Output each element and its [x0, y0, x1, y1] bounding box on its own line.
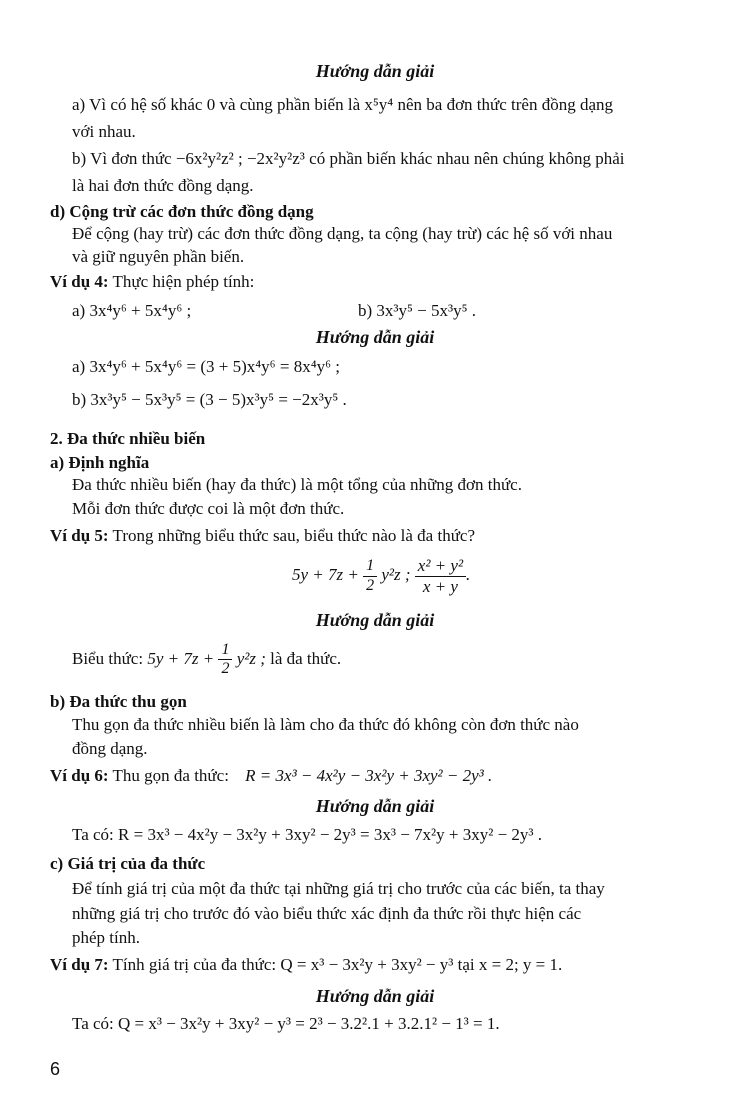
solution-heading: Hướng dẫn giải [315, 986, 435, 1006]
example-7-label: Ví dụ 7: [50, 955, 109, 974]
section-d-text-line2: và giữ nguyên phần biến. [72, 247, 245, 266]
ex3-solution-a-line1: a) Vì có hệ số khác 0 và cùng phần biến là x⁵y⁴ nên ba đơn thức trên đồng dạng [72, 95, 614, 114]
section-2-title: 2. Đa thức nhiều biến [50, 429, 206, 448]
ex3-solution-a-line2: với nhau. [72, 122, 136, 141]
example-4-prompt: Thực hiện phép tính: [112, 272, 255, 291]
example-4-solution-a: a) 3x⁴y⁶ + 5x⁴y⁶ = (3 + 5)x⁴y⁶ = 8x⁴y⁶ ; [72, 357, 341, 376]
fraction-one-half: $\frac{1}{2}$ [363, 557, 377, 595]
fraction-one-half: $\frac{1}{2}$ [218, 641, 232, 679]
solution-heading: Hướng dẫn giải [315, 327, 435, 347]
fraction-expression: $\frac{\text{x² + y²}}{x + y}$ [415, 556, 466, 596]
example-6-solution: Ta có: R = 3x³ − 4x²y − 3x²y + 3xy² − 2y³ = 3x³ − 7x²y + 3xy² − 2y³ . [72, 825, 543, 844]
ex3-solution-b-line2: là hai đơn thức đồng dạng. [72, 176, 254, 195]
definition-title: a) Định nghĩa [50, 453, 150, 472]
example-5 [50, 527, 475, 544]
ex3-solution-b-line1: b) Vì đơn thức −6x²y²z² ; −2x²y²z³ có phần biến khác nhau nên chúng không phải [72, 149, 625, 168]
example-4-solution-b: b) 3x³y⁵ − 5x³y⁵ = (3 − 5)x³y⁵ = −2x³y⁵ . [72, 390, 347, 409]
page-number: 6 [50, 1059, 61, 1079]
solution-heading: Hướng dẫn giải [315, 796, 435, 816]
section-d-title: d) Cộng trừ các đơn thức đồng dạng [50, 202, 314, 221]
example-4-part-a: a) 3x⁴y⁶ + 5x⁴y⁶ ; [72, 301, 192, 320]
example-6-expression: R = 3x³ − 4x²y − 3x²y + 3xy² − 2y³ . [245, 766, 493, 785]
section-d-text-line1: Để cộng (hay trừ) các đơn thức đồng dạng, ta cộng (hay trừ) các hệ số với nhau [72, 224, 613, 243]
definition-text-line1: Đa thức nhiều biến (hay đa thức) là một tổng của những đơn thức. [72, 475, 522, 494]
example-5-prompt: Trong những biểu thức sau, biểu thức nào là đa thức? [112, 526, 475, 545]
definition-text-line2: Mỗi đơn thức được coi là một đơn thức. [72, 499, 345, 518]
example-4 [50, 273, 254, 290]
section-c-text-line1: Để tính giá trị của một đa thức tại những giá trị cho trước của các biến, ta thay [72, 879, 605, 898]
section-c-text-line3: phép tính. [72, 928, 140, 947]
example-5-expressions: 5y + 7z + $\frac{1}{2}$ y²z ; $\frac{\text{x² + y²}}{x + y}$ . [292, 556, 471, 596]
section-b-title: b) Đa thức thu gọn [50, 692, 187, 711]
example-5-label: Ví dụ 5: [50, 526, 109, 545]
example-6-prompt: Thu gọn đa thức: [112, 766, 229, 785]
example-7-prompt: Tính giá trị của đa thức: Q = x³ − 3x²y + 3xy² − y³ tại x = 2; y = 1. [112, 955, 563, 974]
example-6-label: Ví dụ 6: [50, 766, 109, 785]
section-c-text-line2: những giá trị cho trước đó vào biểu thức xác định đa thức rồi thực hiện các [72, 904, 582, 923]
solution-heading: Hướng dẫn giải [315, 610, 435, 630]
solution-heading: Hướng dẫn giải [315, 61, 435, 81]
answer-suffix: là đa thức. [270, 648, 342, 668]
expr1-prefix: 5y + 7z + [292, 564, 359, 584]
answer-prefix: Biểu thức: [72, 648, 144, 668]
section-c-title: c) Giá trị của đa thức [50, 854, 206, 873]
example-7-solution: Ta có: Q = x³ − 3x²y + 3xy² − y³ = 2³ − 3.2².1 + 3.2.1² − 1³ = 1. [72, 1014, 500, 1033]
example-7 [50, 956, 562, 973]
example-5-answer: Biểu thức: 5y + 7z + $\frac{1}{2}$ y²z ; là đa thức. [72, 641, 342, 678]
example-4-label: Ví dụ 4: [50, 272, 109, 291]
expr1-suffix: y²z ; [381, 564, 411, 584]
example-4-part-b: b) 3x³y⁵ − 5x³y⁵ . [358, 301, 477, 320]
example-6 [50, 767, 492, 784]
section-b-text-line1: Thu gọn đa thức nhiều biến là làm cho đa thức đó không còn đơn thức nào [72, 715, 579, 734]
section-b-text-line2: đồng dạng. [72, 739, 148, 758]
